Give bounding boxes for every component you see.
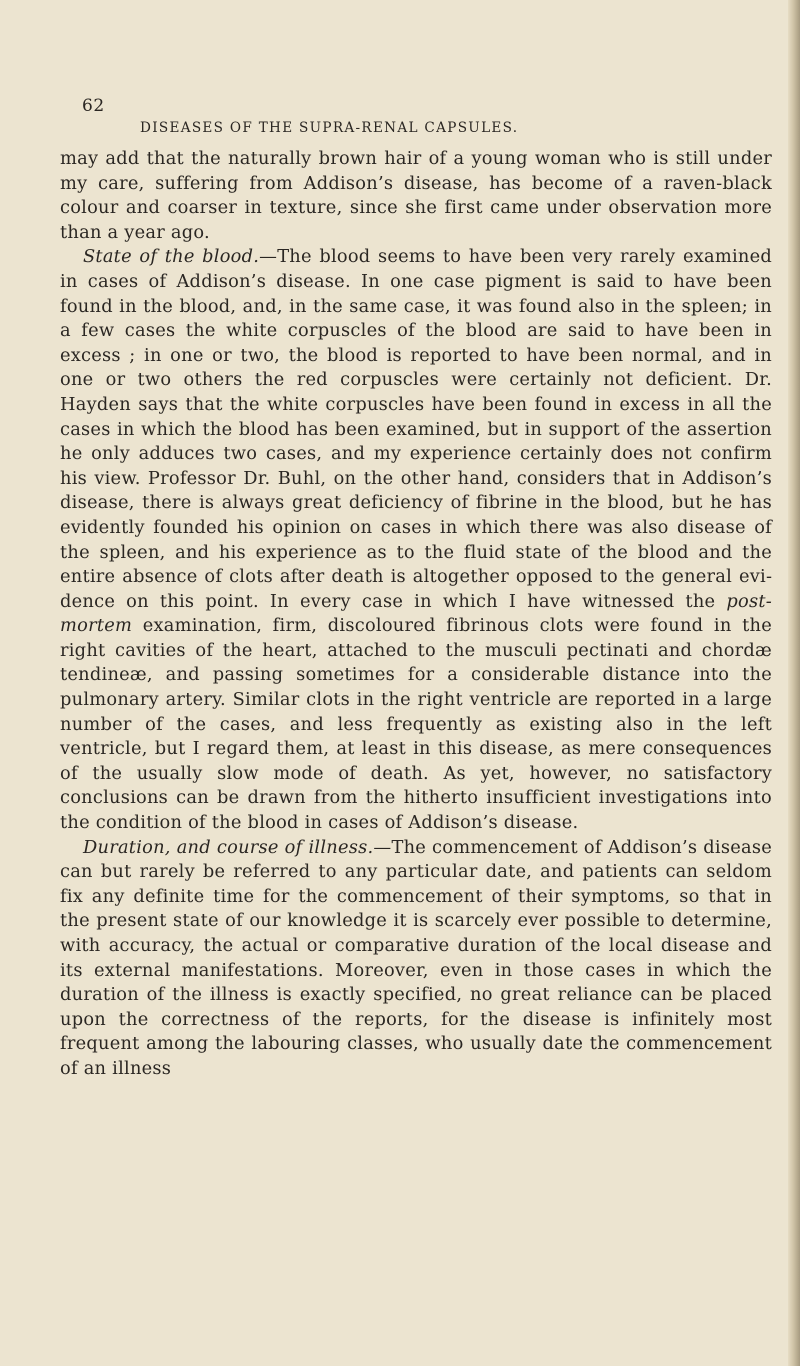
paragraph-state-of-blood [60, 245, 772, 835]
paragraph-text-continued: examination, firm, discoloured fibrinous clots were found in the right cavities of the heart, attached to the musculi pectinati and chordæ tendineæ, and passing sometimes for a considerable distance into the pulmonary artery. Similar clots in the right ventricle are reported in a large number of the cases, and less frequently as existing also in the left ventricle, but I regard them, at least in this disease, as mere consequences of the usually slow mode of death. As yet, however, no satisfactory conclusions can be drawn from the hitherto insufficient investigations into the condition of the blood in cases of Addison’s disease. [60, 615, 772, 834]
section-heading-duration-course: Duration, and course of illness. [83, 836, 374, 858]
italic-term-post-mortem: post-mortem [60, 590, 772, 637]
paragraph-hair-colour: may add that the naturally brown hair of a young woman who is still under my care, suffering from Addison’s disease, has become of a raven-black colour and coarser in texture, since she first came under observation more than a year ago. [60, 148, 772, 243]
paragraph-duration-course [60, 836, 772, 1082]
running-head: DISEASES OF THE SUPRA-RENAL CAPSULES. [140, 120, 519, 136]
body-text [60, 147, 772, 1082]
paragraph-text: —The commencement of Addison’s disease can but rarely be referred to any particular date, and patients can seldom fix any definite time for the commencement of their symptoms, so that in the present state of our knowledge it is scarcely ever possible to determine, with accuracy, the actual or comparative duration of the local disease and its external manifestations. Moreover, even in those cases in which the duration of the illness is exactly specified, no great reliance can be placed upon the correctness of the reports, for the disease is infinitely most frequent among the labouring classes, who usually date the commencement of an illness [60, 836, 773, 1079]
section-heading-state-of-blood: State of the blood. [83, 246, 260, 268]
paragraph-text: —The blood seems to have been very rarely examined in cases of Addison’s disease. In one case pigment is said to have been found in the blood, and, in the same case, it was found also in the spleen; in a few cases the white corpuscles of the blood are said to have been in excess ; in one or two, the blood is reported to have been normal, and in one or two others the red corpuscles were certainly not deficient. Dr. Hayden says that the white corpuscles have been found in excess in all the cases in which the blood has been examined, but in support of the assertion he only adduces two cases, and my experience certainly does not confirm his view. Professor Dr. Buhl, on the other hand, considers that in Addison’s disease, there is always great deficiency of fibrine in the blood, but he has evidently founded his opinion on cases in which there was also disease of the spleen, and his experience as to the fluid state of the blood and the entire absence of clots after death is altogether opposed to the general evidence on this point. In every case in which I have witnessed the [60, 246, 773, 612]
page-edge-shadow [788, 0, 800, 1366]
page-number: 62 [82, 96, 105, 116]
